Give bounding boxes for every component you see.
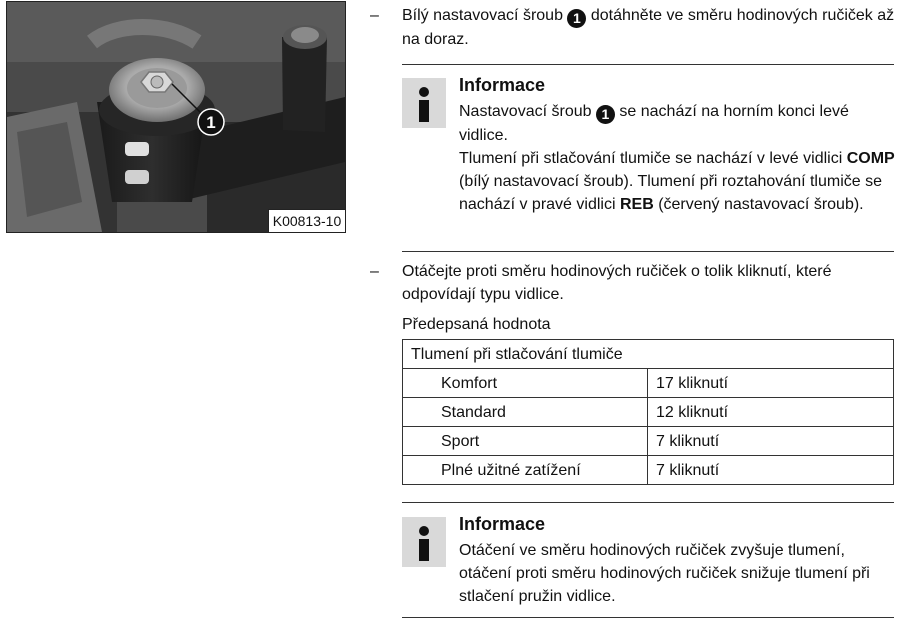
callout-badge: 1	[596, 105, 615, 124]
table-row	[403, 427, 894, 456]
info-box-1	[402, 72, 896, 248]
clicks-cell: 17 kliknutí	[648, 369, 894, 398]
step-1-text	[402, 4, 900, 51]
info-1-paragraph-2	[459, 147, 899, 216]
callout-number: 1	[206, 113, 216, 132]
fork-type-cell: Sport	[403, 427, 648, 456]
prescribed-value-label: Předepsaná hodnota	[402, 316, 551, 333]
comp-label: COMP	[846, 150, 895, 167]
divider	[402, 64, 894, 65]
reb-label: REB	[619, 196, 654, 213]
table-row	[403, 369, 894, 398]
fork-type-cell: Komfort	[403, 369, 648, 398]
info-2-body: Otáčení ve směru hodinových ručiček zvyšuje tlumení, otáčení proti směru hodinových ručiček snižuje tlumení při stlačení pružin vidlice.	[459, 542, 870, 605]
info-1-paragraph-1	[459, 100, 899, 147]
info-box-2	[402, 511, 896, 611]
step-dash: –	[370, 7, 379, 24]
info-icon	[402, 517, 446, 567]
info-1-p2-a: Tlumení při stlačování tlumiče se nachází v levé vidlici	[459, 150, 847, 167]
step-2-text: Otáčejte proti směru hodinových ručiček o tolik kliknutí, které odpovídají typu vidlice.	[402, 263, 832, 303]
table-row	[403, 398, 894, 427]
info-icon	[402, 78, 446, 128]
info-1-p1-a: Nastavovací šroub	[459, 103, 596, 120]
divider	[402, 617, 894, 618]
damping-table	[402, 339, 894, 485]
info-title: Informace	[459, 514, 546, 534]
clicks-cell: 7 kliknutí	[648, 456, 894, 485]
fork-type-cell: Plné užitné zatížení	[403, 456, 648, 485]
clicks-cell: 7 kliknutí	[648, 427, 894, 456]
clicks-cell: 12 kliknutí	[648, 398, 894, 427]
step-1-text-a: Bílý nastavovací šroub	[402, 7, 568, 24]
fork-adjuster-photo	[6, 1, 346, 233]
divider	[402, 251, 894, 252]
table-row	[403, 456, 894, 485]
table-header-row	[403, 340, 894, 369]
callout-badge: 1	[567, 9, 586, 28]
info-1-p1-b: se nachází na horním konci levé vidlice.	[459, 103, 849, 144]
info-1-p2-b: (bílý nastavovací šroub). Tlumení při roztahování tlumiče se nachází v pravé vidlici	[459, 173, 882, 213]
step-dash: –	[370, 263, 379, 280]
info-title: Informace	[459, 75, 546, 95]
divider	[402, 502, 894, 503]
step-1-text-b: dotáhněte ve směru hodinových ručiček až na doraz.	[402, 7, 895, 48]
info-1-p2-c: (červený nastavovací šroub).	[653, 196, 864, 213]
table-header: Tlumení při stlačování tlumiče	[403, 340, 894, 369]
info-1-body	[459, 100, 899, 216]
fork-type-cell: Standard	[403, 398, 648, 427]
photo-illustration	[7, 2, 345, 232]
figure-code: K00813-10	[268, 209, 345, 232]
